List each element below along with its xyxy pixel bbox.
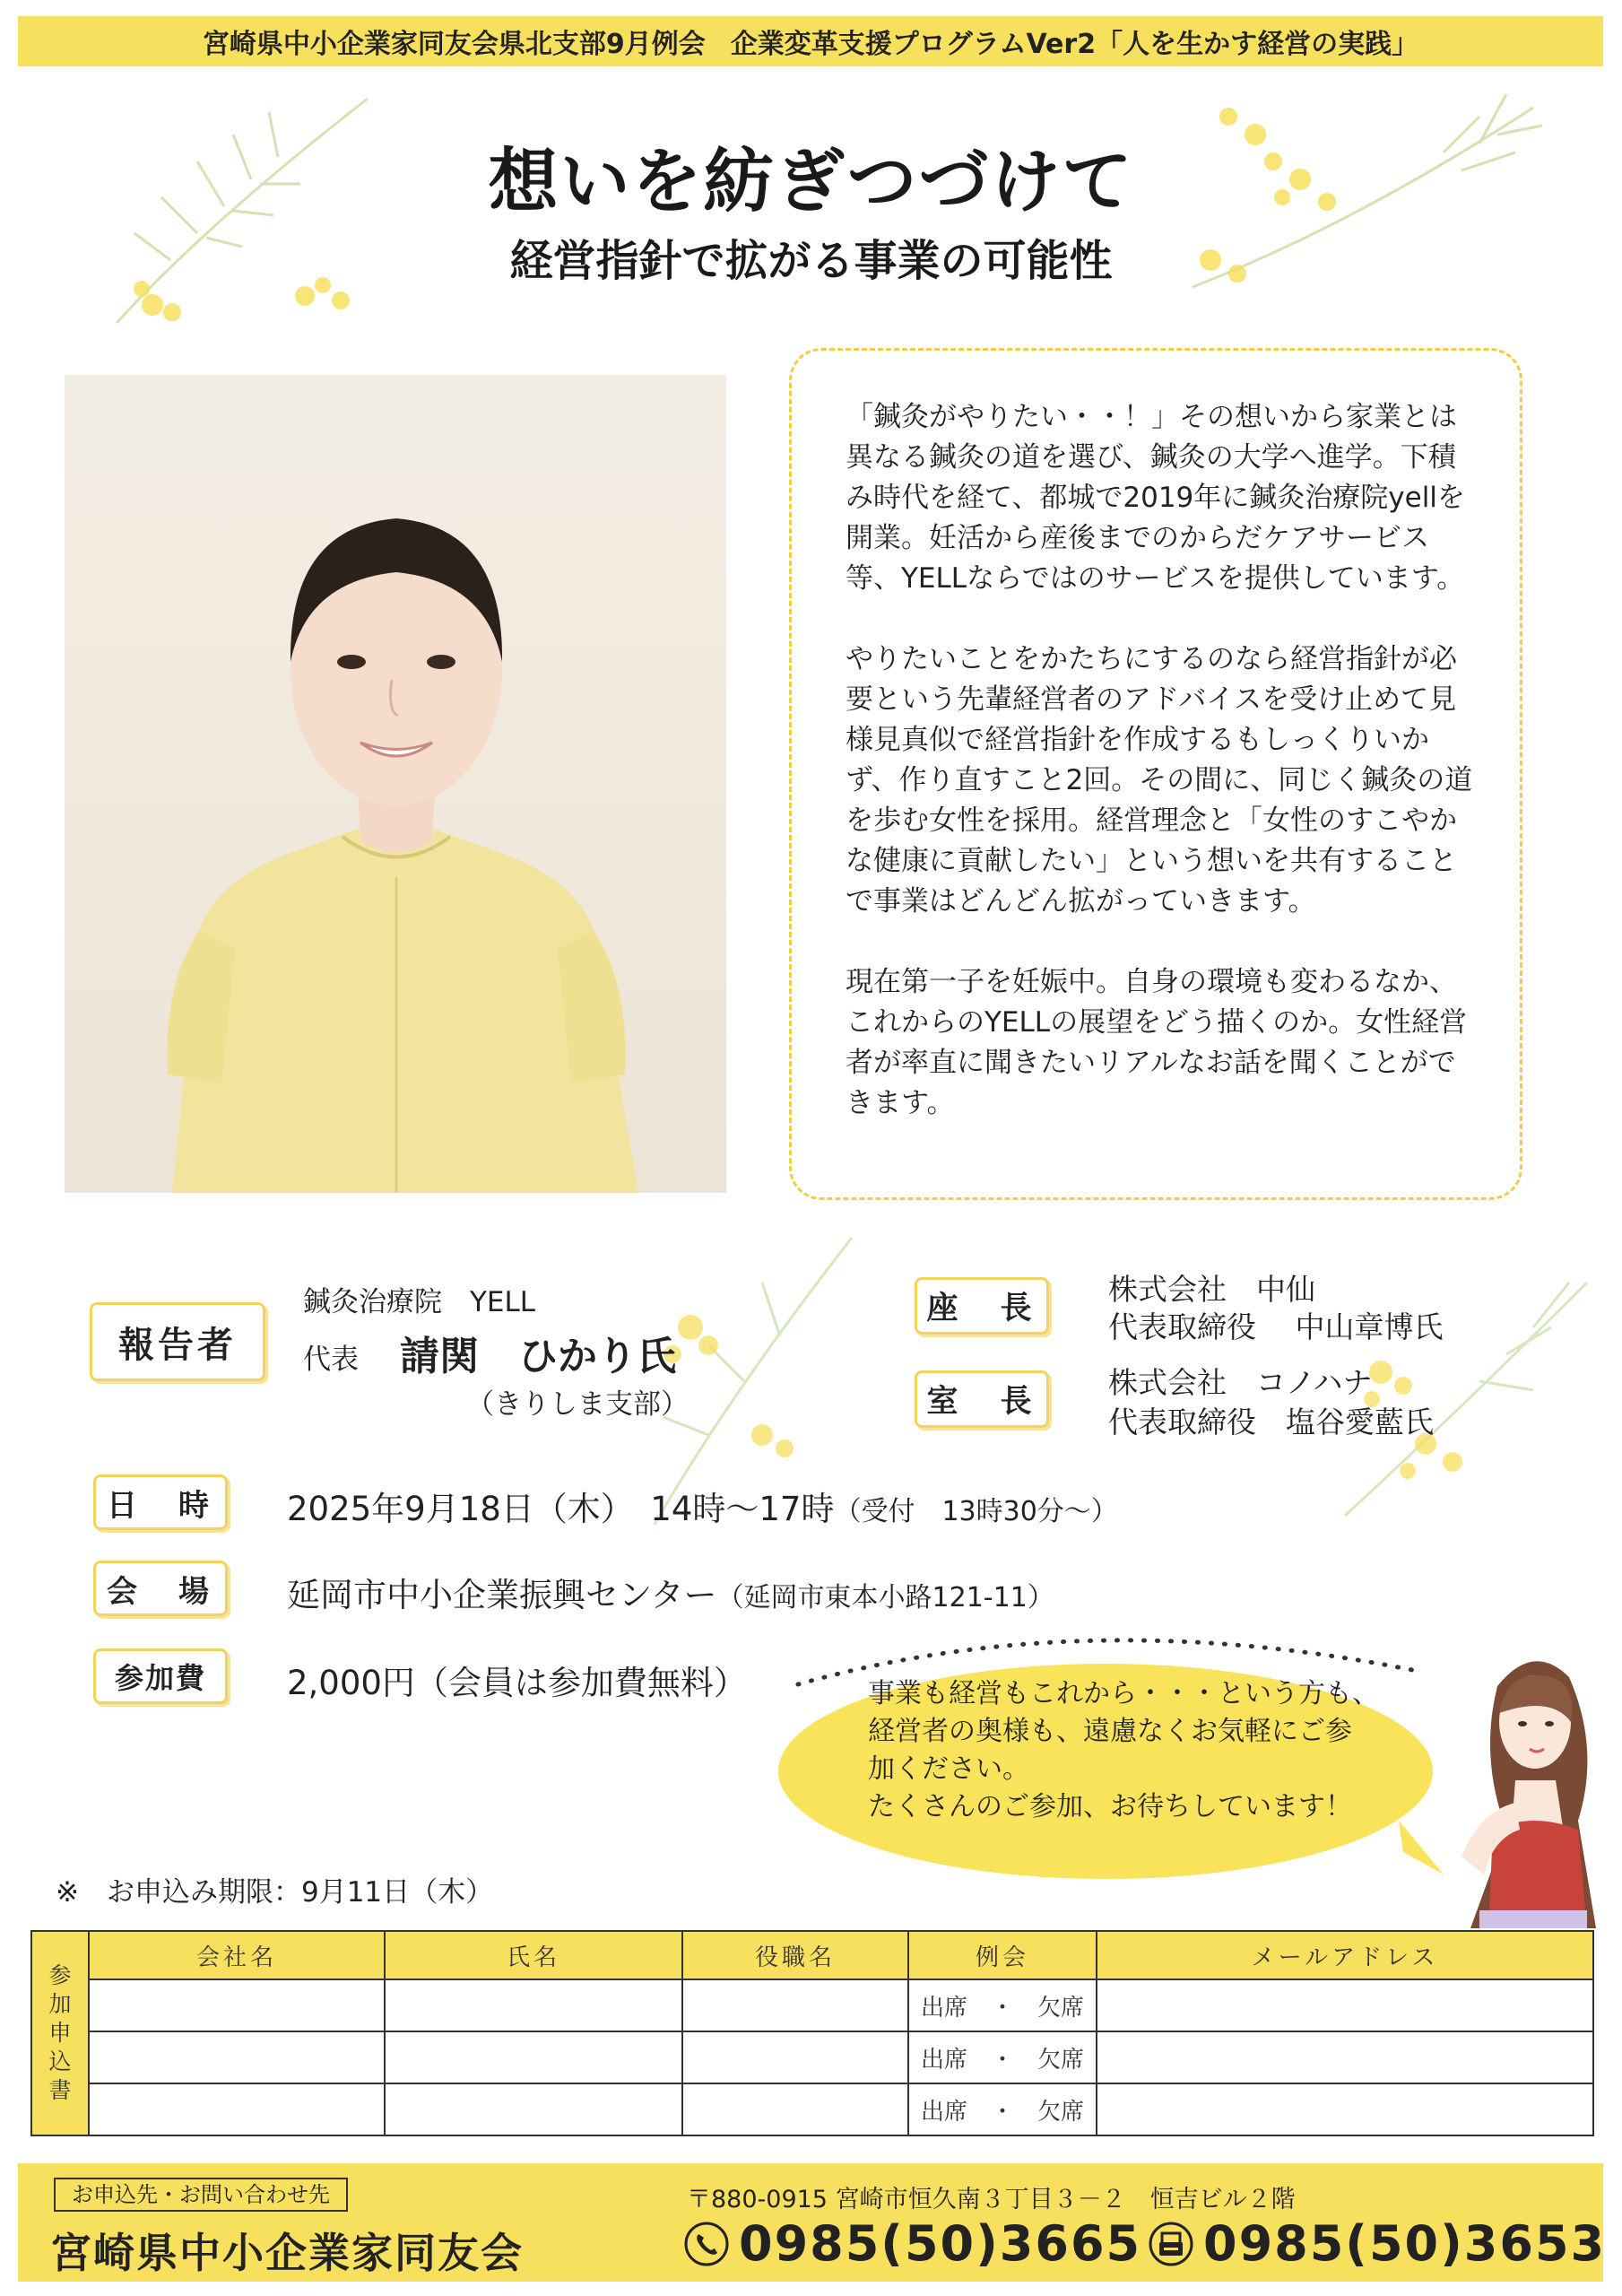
table-row: [31, 1979, 1593, 2031]
fee-value: 2,000円（会員は参加費無料）: [287, 1664, 747, 1702]
table-header-row: [31, 1931, 1593, 1979]
portrait-photo-icon: [65, 375, 726, 1193]
schedule-datetime: 2025年9月18日（木） 14時～17時: [287, 1490, 835, 1528]
reporter-role: 代表: [303, 1344, 359, 1376]
column-header-name: 氏名: [385, 1931, 682, 1979]
phone-contact[interactable]: [683, 2215, 1141, 2272]
position-cell[interactable]: [682, 2083, 908, 2135]
woman-illustration: [1444, 1623, 1605, 1928]
position-cell[interactable]: [682, 2031, 908, 2083]
email-cell[interactable]: [1097, 2031, 1593, 2083]
event-banner: [18, 16, 1603, 66]
schedule-label: 日 時: [93, 1474, 228, 1530]
application-deadline: ※ お申込み期限：9月11日（木）: [56, 1876, 494, 1909]
name-cell[interactable]: [385, 2031, 682, 2083]
reporter-branch: （きりしま支部）: [466, 1388, 689, 1421]
page-subtitle: 経営指針で拡がる事業の可能性: [509, 236, 1113, 286]
fax-number: 0985(50)3653: [1203, 2215, 1607, 2272]
name-cell[interactable]: [385, 2083, 682, 2135]
story-paragraph: 現在第一子を妊娠中。自身の環境も変わるなか、これからのYELLの展望をどう描くのか。女性経営者が率直に聞きたいリアルなお話を聞くことができます。: [846, 966, 1468, 1119]
schedule-reception-note: （受付 13時30分～）: [834, 1496, 1118, 1527]
chair-name: 代表取締役 中山章博氏: [1108, 1309, 1444, 1344]
room-chief-company: 株式会社 コノハナ: [1108, 1365, 1373, 1400]
organization-name: 宮崎県中小企業家同友会: [50, 2229, 524, 2277]
fee-label: 参加費: [93, 1648, 228, 1704]
company-cell[interactable]: [89, 2031, 385, 2083]
table-row: [31, 2031, 1593, 2083]
column-header-meeting: 例会: [908, 1931, 1097, 1979]
banner-event-name: 宮崎県中小企業家同友会県北支部9月例会: [202, 29, 706, 60]
page-title: 想いを紡ぎつづけて: [488, 142, 1134, 222]
story-paragraph: やりたいことをかたちにするのなら経営指針が必要という先輩経営者のアドバイスを受け止めて見様見真似で経営指針を作成するもしっくりいかず、作り直すこと2回。その間に、同じく鍼灸の道を歩む女性を採用。経営理念と「女性のすこやかな健康に貢献したい」という想いを共有することで事業はどんどん拡がっていきます。: [846, 643, 1473, 918]
fax-icon: [1148, 2221, 1194, 2267]
column-header-company: 会社名: [89, 1931, 385, 1979]
room-chief-label: 室 長: [915, 1370, 1049, 1428]
company-cell[interactable]: [89, 1979, 385, 2031]
invitation-line: 加ください。: [868, 1753, 1029, 1785]
company-cell[interactable]: [89, 2083, 385, 2135]
venue-name: 延岡市中小企業振興センター: [287, 1576, 717, 1614]
phone-icon: [683, 2221, 730, 2267]
venue-value: [287, 1568, 1054, 1616]
venue-address: （延岡市東本小路121-11）: [716, 1582, 1054, 1613]
banner-program-name: 企業変革支援プログラムVer2「人を生かす経営の実践」: [730, 29, 1419, 60]
invitation-message: [868, 1675, 1406, 1826]
application-form-table: [30, 1930, 1594, 2136]
invitation-line: たくさんのご参加、お待ちしています！: [868, 1791, 1352, 1822]
chair-company: 株式会社 中仙: [1108, 1272, 1315, 1307]
attendance-cell[interactable]: 出席 ・ 欠席: [908, 2031, 1097, 2083]
room-chief-name: 代表取締役 塩谷愛藍氏: [1108, 1405, 1434, 1439]
position-cell[interactable]: [682, 1979, 908, 2031]
table-row: [31, 2083, 1593, 2135]
email-cell[interactable]: [1097, 1979, 1593, 2031]
invitation-line: 事業も経営もこれから・・・という方も、: [868, 1678, 1379, 1709]
chair-label: 座 長: [915, 1277, 1049, 1335]
venue-label: 会 場: [93, 1561, 228, 1616]
schedule-value: [287, 1482, 1118, 1530]
application-side-label: 参 加 申 込 書: [31, 1931, 89, 2135]
phone-number: 0985(50)3665: [739, 2215, 1142, 2272]
contact-label: お申込先・お問い合わせ先: [54, 2178, 348, 2212]
story-paragraph: 「鍼灸がやりたい・・！」その想いから家業とは異なる鍼灸の道を選び、鍼灸の大学へ進学。下積み時代を経て、都城で2019年に鍼灸治療院yellを開業。妊活から産後までのからだケアサービス等、YELLならではのサービスを提供しています。: [846, 401, 1465, 595]
organization-address: 〒880-0915 宮崎市恒久南３丁目３－２ 恒吉ビル２階: [687, 2186, 1296, 2213]
column-header-email: メールアドレス: [1097, 1931, 1593, 1979]
attendance-cell[interactable]: 出席 ・ 欠席: [908, 1979, 1097, 2031]
email-cell[interactable]: [1097, 2083, 1593, 2135]
invitation-line: 経営者の奥様も、遠慮なくお気軽にご参: [868, 1716, 1352, 1747]
attendance-cell[interactable]: 出席 ・ 欠席: [908, 2083, 1097, 2135]
reporter-photo: [65, 375, 726, 1193]
fax-contact[interactable]: [1148, 2215, 1606, 2272]
reporter-company: 鍼灸治療院 YELL: [303, 1286, 536, 1318]
reporter-name: 請関 ひかり氏: [400, 1334, 676, 1379]
reporter-label: 報告者: [90, 1302, 265, 1381]
column-header-position: 役職名: [682, 1931, 908, 1979]
name-cell[interactable]: [385, 1979, 682, 2031]
story-description-box: [789, 348, 1522, 1200]
